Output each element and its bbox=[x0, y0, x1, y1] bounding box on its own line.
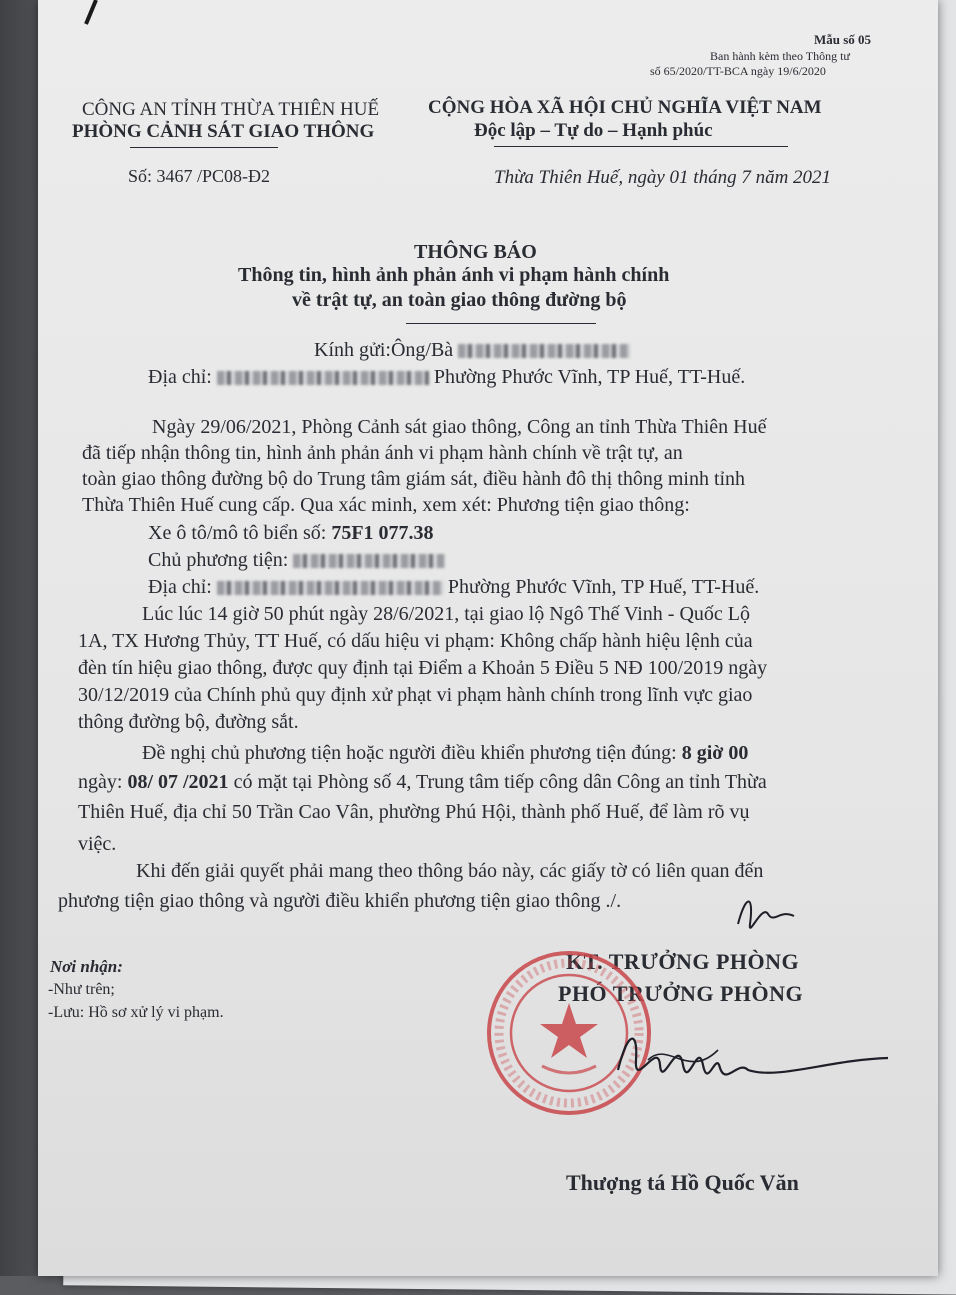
body-line: Thiên Huế, địa chỉ 50 Trần Cao Vân, phường Phú Hội, thành phố Huế, để làm rõ vụ bbox=[78, 801, 750, 823]
body-line: đã tiếp nhận thông tin, hình ảnh phản ánh vi phạm hành chính về trật tự, an bbox=[82, 442, 683, 464]
recipient-1: -Như trên; bbox=[48, 981, 115, 998]
body-line: việc. bbox=[78, 833, 117, 855]
subtitle-line-1: Thông tin, hình ảnh phản ánh vi phạm hành chính bbox=[238, 264, 670, 286]
body-line: Thừa Thiên Huế cung cấp. Qua xác minh, xem xét: Phương tiện giao thông: bbox=[82, 494, 690, 516]
body-text: Đề nghị chủ phương tiện hoặc người điều khiển phương tiện đúng: bbox=[142, 742, 682, 764]
signer-position-2: PHÓ TRƯỞNG PHÒNG bbox=[558, 981, 804, 1006]
owner-address-label: Địa chỉ: bbox=[148, 576, 212, 598]
owner-address-line bbox=[148, 576, 759, 599]
agency-department: PHÒNG CẢNH SÁT GIAO THÔNG bbox=[72, 121, 375, 142]
redacted-owner-address bbox=[217, 581, 443, 595]
address-line bbox=[148, 366, 745, 389]
body-line: đèn tín hiệu giao thông, được quy định tại Điểm a Khoản 5 Điều 5 NĐ 100/2019 ngày bbox=[78, 657, 768, 679]
signature-scribble bbox=[598, 1020, 898, 1100]
plate-number: 75F1 077.38 bbox=[331, 522, 434, 544]
address-ward: Phường Phước Vĩnh, TP Huế, TT-Huế. bbox=[433, 366, 746, 388]
owner-address-ward: Phường Phước Vĩnh, TP Huế, TT-Huế. bbox=[447, 576, 760, 598]
subtitle-line-2: về trật tự, an toàn giao thông đường bộ bbox=[292, 289, 627, 311]
redacted-name bbox=[458, 344, 630, 358]
signer-name: Thượng tá Hồ Quốc Văn bbox=[566, 1170, 799, 1195]
document-page bbox=[38, 0, 938, 1276]
addressee-label: Kính gửi:Ông/Bà bbox=[314, 339, 454, 361]
redacted-owner bbox=[293, 554, 445, 568]
document-number: Số: 3467 /PC08-Đ2 bbox=[128, 166, 271, 186]
national-motto: Độc lập – Tự do – Hạnh phúc bbox=[474, 120, 713, 141]
body-line: Khi đến giải quyết phải mang theo thông báo này, các giấy tờ có liên quan đến bbox=[136, 860, 764, 882]
body-line bbox=[142, 742, 748, 765]
body-text: ngày: bbox=[78, 771, 128, 793]
plate-line bbox=[148, 522, 434, 545]
document-title: THÔNG BÁO bbox=[414, 241, 537, 263]
title-underline bbox=[406, 323, 596, 324]
redacted-address bbox=[217, 371, 429, 385]
body-line: phương tiện giao thông và người điều khiển phương tiện giao thông ./. bbox=[58, 890, 622, 912]
body-line: Lúc lúc 14 giờ 50 phút ngày 28/6/2021, tại giao lộ Ngô Thế Vinh - Quốc Lộ bbox=[142, 603, 750, 625]
plate-label: Xe ô tô/mô tô biển số: bbox=[148, 522, 332, 544]
national-title: CỘNG HÒA XÃ HỘI CHỦ NGHĨA VIỆT NAM bbox=[428, 97, 822, 118]
body-line: Ngày 29/06/2021, Phòng Cảnh sát giao thông, Công an tỉnh Thừa Thiên Huế bbox=[152, 416, 767, 438]
form-issued-line: Ban hành kèm theo Thông tư bbox=[710, 49, 850, 63]
signer-position-1: KT. TRƯỞNG PHÒNG bbox=[566, 949, 800, 974]
body-text: có mặt tại Phòng số 4, Trung tâm tiếp công dân Công an tỉnh Thừa bbox=[228, 771, 767, 793]
form-number: Mẫu số 05 bbox=[814, 32, 872, 47]
owner-line bbox=[148, 549, 445, 572]
appointment-date: 08/ 07 /2021 bbox=[127, 771, 229, 793]
body-line bbox=[78, 771, 767, 794]
department-underline bbox=[130, 147, 278, 148]
address-label: Địa chỉ: bbox=[148, 366, 212, 388]
body-line: 1A, TX Hương Thủy, TT Huế, có dấu hiệu vi phạm: Không chấp hành hiệu lệnh của bbox=[78, 630, 753, 652]
agency-parent: CÔNG AN TỈNH THỪA THIÊN HUẾ bbox=[82, 99, 380, 120]
addressee-line bbox=[314, 339, 630, 362]
body-line: 30/12/2019 của Chính phủ quy định xử phạt vi phạm hành chính trong lĩnh vực giao bbox=[78, 684, 753, 706]
body-line: toàn giao thông đường bộ do Trung tâm giám sát, điều hành đô thị thông minh tỉnh bbox=[82, 468, 746, 490]
form-circular-line: số 65/2020/TT-BCA ngày 19/6/2020 bbox=[650, 64, 826, 78]
pen-mark bbox=[80, 0, 100, 28]
owner-label: Chủ phương tiện: bbox=[148, 549, 289, 571]
place-date: Thừa Thiên Huế, ngày 01 tháng 7 năm 2021 bbox=[494, 167, 832, 188]
appointment-time: 8 giờ 00 bbox=[681, 742, 749, 764]
initial-mark bbox=[728, 884, 808, 944]
recipient-2: -Lưu: Hồ sơ xử lý vi phạm. bbox=[48, 1004, 224, 1021]
motto-underline bbox=[494, 146, 788, 147]
recipients-heading: Nơi nhận: bbox=[50, 957, 123, 976]
body-line: thông đường bộ, đường sắt. bbox=[78, 711, 299, 733]
